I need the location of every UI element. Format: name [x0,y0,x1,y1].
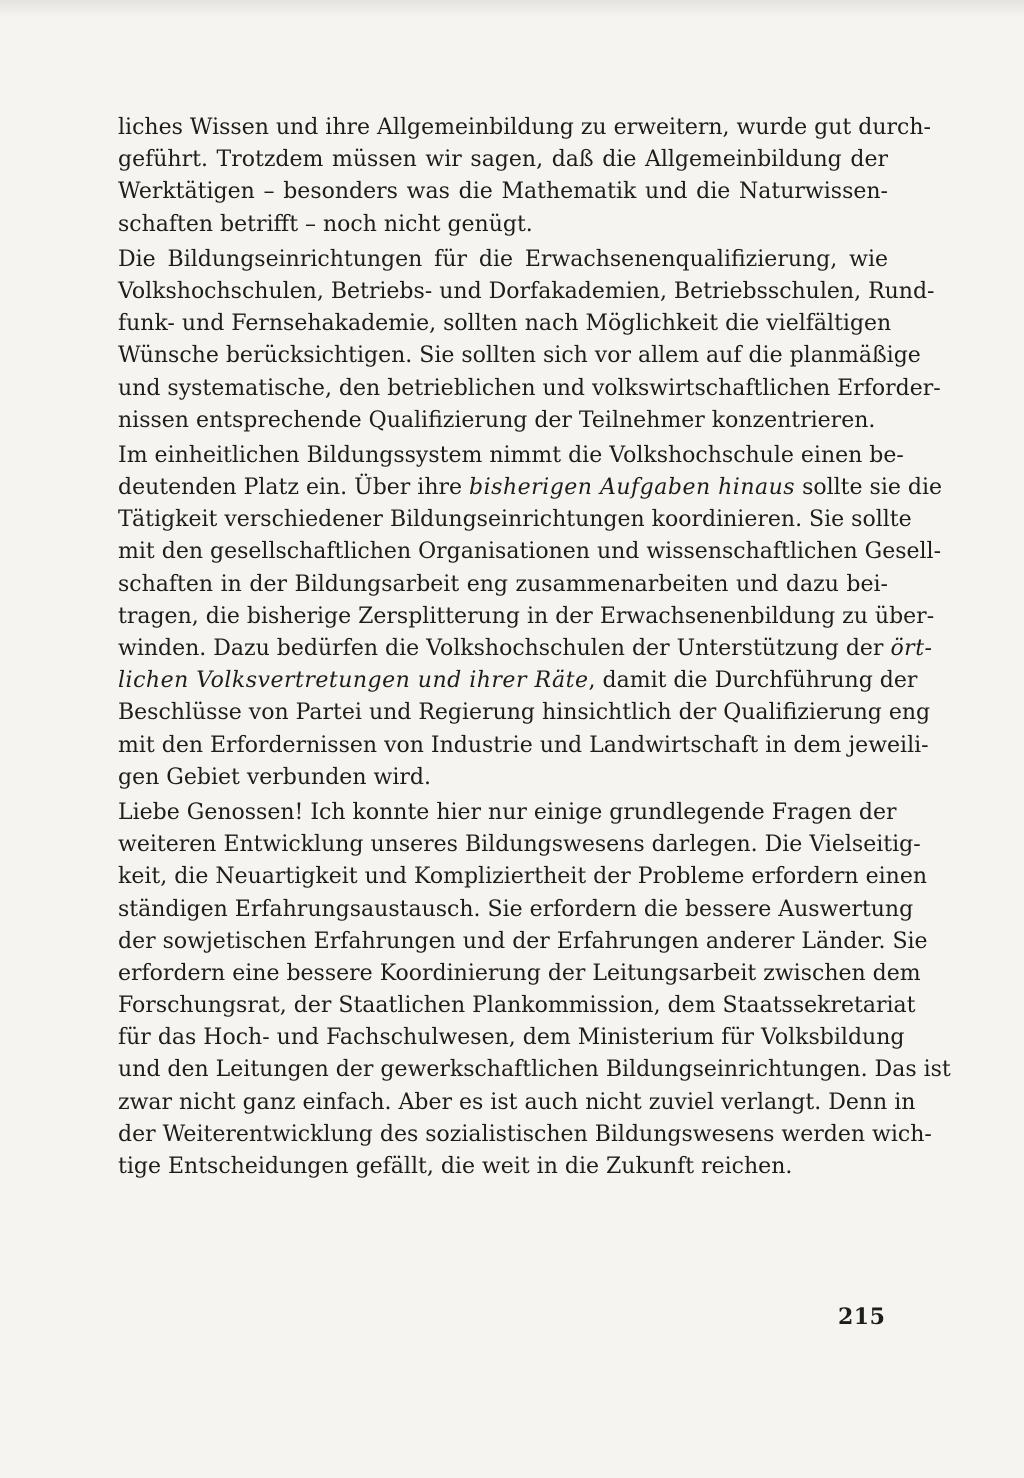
text-line [118,405,888,437]
line-text: nissen entsprechende Qualifizierung der Teilnehmer konzentrieren. [118,407,876,433]
line-text: liches Wissen und ihre Allgemeinbildung zu erweitern, wurde gut durch- [118,115,931,140]
line-text: Wünsche berücksichtigen. Sie sollten sich vor allem auf die planmäßige [118,343,921,369]
line-text: , damit die Durchführung der [588,668,918,694]
line-text: funk- und Fernsehakademie, sollten nach Möglichkeit die vielfältigen [118,311,892,337]
text-line [118,209,888,241]
text-line [118,176,888,208]
line-text: Forschungsrat, der Staatlichen Plankommission, dem Staatssekretariat [118,993,916,1019]
line-text: mit den gesellschaftlichen Organisationen und wissenschaftlichen Gesell- [118,539,942,565]
text-line [118,472,943,504]
line-text: Beschlüsse von Partei und Regierung hinsichtlich der Qualifizierung eng [118,700,931,726]
line-text: Die Bildungseinrichtungen für die Erwachsenenqualifizierung, wie [118,246,888,272]
line-text: Im einheitlichen Bildungssystem nimmt die Volkshochschule einen be- [118,442,904,468]
line-text: Liebe Genossen! Ich konnte hier nur einige grundlegende Fragen der [118,799,897,825]
text-line [118,894,914,926]
text-line [118,1054,951,1086]
page-number: 215 [838,1304,886,1330]
text-line [118,308,892,340]
text-line [118,1022,905,1054]
line-text: keit, die Neuartigkeit und Kompliziertheit der Probleme erfordern einen [118,864,928,890]
text-line [118,730,929,762]
text-line [118,1151,888,1183]
text-line [118,958,921,990]
text-line [118,144,888,176]
text-line [118,762,888,794]
text-line [118,990,916,1022]
text-line [118,665,918,697]
line-text: weiteren Entwicklung unseres Bildungswesens darlegen. Die Vielseitig- [118,832,921,858]
line-text: deutenden Platz ein. Über ihre [118,475,470,501]
line-text: für das Hoch- und Fachschulwesen, dem Ministerium für Volksbildung [118,1025,905,1051]
line-text: mit den Erfordernissen von Industrie und Landwirtschaft in dem jeweili- [118,732,929,758]
emphasis-text: bisherigen Aufgaben hinaus [469,475,796,501]
line-text: schaften betrifft – noch nicht genügt. [118,211,533,237]
line-text: schaften in der Bildungsarbeit eng zusammenarbeiten und dazu bei- [118,571,888,597]
text-line [118,504,912,536]
text-line [118,536,942,568]
line-text: zwar nicht ganz einfach. Aber es ist auch nicht zuviel verlangt. Denn in [118,1089,916,1115]
text-line [118,926,928,958]
text-line [118,1087,916,1119]
text-line [118,440,904,472]
paragraph [118,440,943,794]
text-line [118,244,888,276]
text-line [118,861,928,893]
line-text: der sowjetischen Erfahrungen und der Erfahrungen anderer Länder. Sie [118,928,928,954]
text-line [118,697,931,729]
text-line [118,601,935,633]
text-line [118,112,931,144]
line-text: und systematische, den betrieblichen und volkswirtschaftlichen Erforder- [118,375,941,401]
paragraph [118,797,951,1183]
emphasis-text: lichen Volksvertretungen und ihrer Räte [118,668,589,694]
line-text: der Weiterentwicklung des sozialistischen Bildungswesens werden wich- [118,1121,932,1147]
text-line [118,829,921,861]
text-line [118,340,921,372]
line-text: Werktätigen – besonders was die Mathematik und die Naturwissen- [118,179,888,205]
line-text: sollte sie die [795,475,943,501]
line-text: ständigen Erfahrungsaustausch. Sie erfordern die bessere Auswertung [118,896,914,922]
line-text: Tätigkeit verschiedener Bildungseinrichtungen koordinieren. Sie sollte [118,507,912,533]
page-top-edge [0,0,1024,18]
body-text [118,112,951,1186]
text-line [118,633,933,665]
text-line [118,373,941,405]
text-line [118,569,888,601]
line-text: tige Entscheidungen gefällt, die weit in die Zukunft reichen. [118,1154,793,1179]
text-line [118,276,935,308]
paragraph [118,112,931,241]
line-text: geführt. Trotzdem müssen wir sagen, daß die Allgemeinbildung der [118,147,888,173]
line-text: gen Gebiet verbunden wird. [118,764,431,790]
text-line [118,797,897,829]
line-text: erfordern eine bessere Koordinierung der Leitungsarbeit zwischen dem [118,960,921,986]
text-line [118,1119,932,1151]
line-text: und den Leitungen der gewerkschaftlichen Bildungseinrichtungen. Das ist [118,1057,951,1083]
paragraph [118,244,941,437]
line-text: tragen, die bisherige Zersplitterung in der Erwachsenenbildung zu über- [118,603,935,629]
line-text: winden. Dazu bedürfen die Volkshochschulen der Unterstützung der [118,636,891,661]
emphasis-text: ört- [890,636,933,661]
line-text: Volkshochschulen, Betriebs- und Dorfakademien, Betriebsschulen, Rund- [118,278,935,304]
